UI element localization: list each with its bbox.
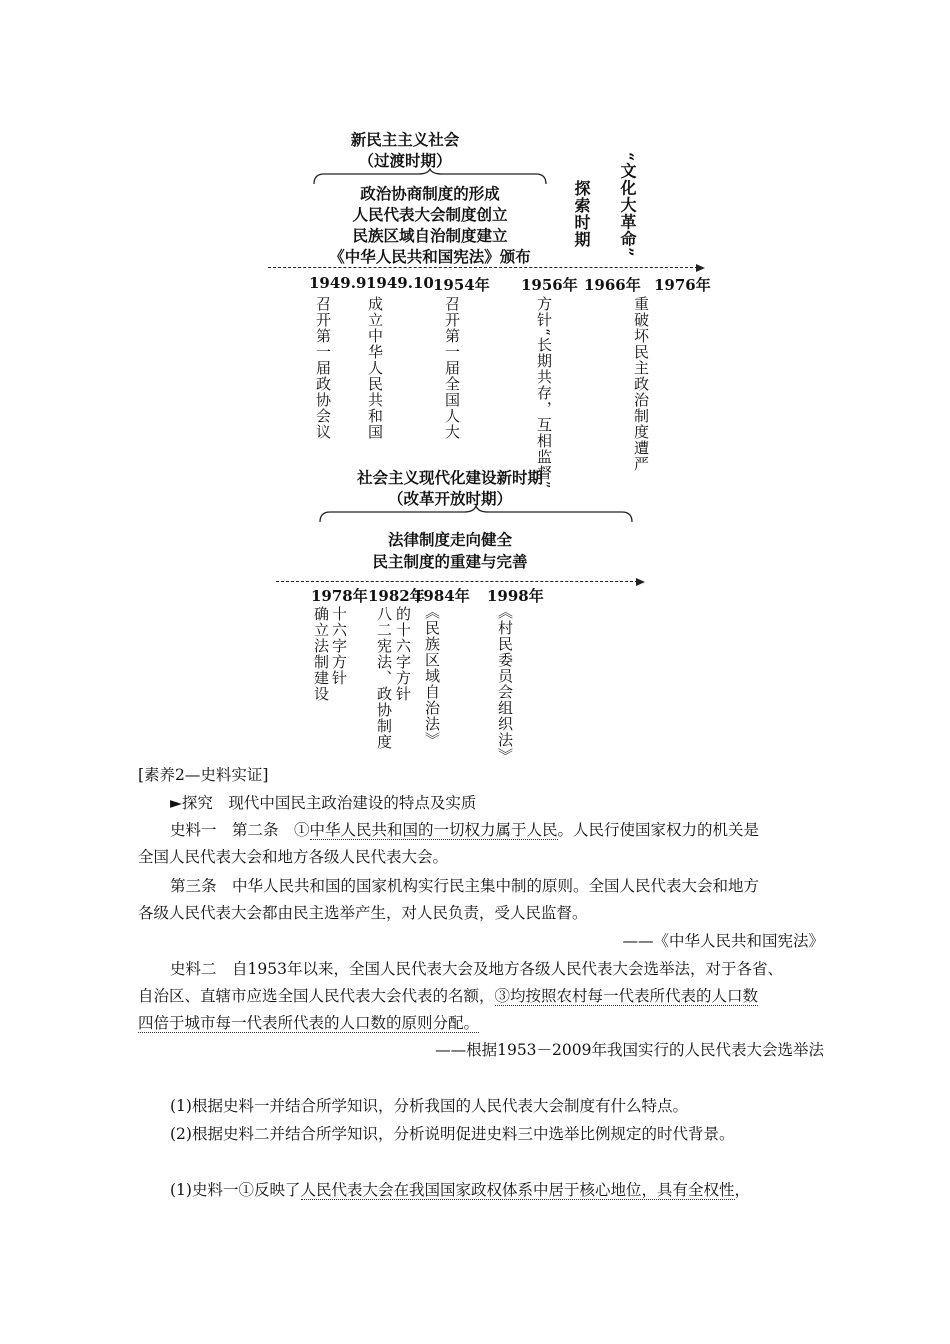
circle-number-1: ① — [294, 821, 310, 839]
material-1-line-2: 全国人民代表大会和地方各级人民代表大会。 — [138, 848, 449, 866]
year-label: 1954年 — [433, 276, 490, 294]
period-title-new-democracy: 新民主主义社会 — [350, 130, 460, 149]
event-label: 方针“长期共存，互相监督” — [535, 296, 553, 490]
event-label: 的十六字方针 — [394, 606, 412, 702]
explore-period-label: 探索时期 — [572, 180, 591, 248]
section-label: [素养2—史料实证] — [138, 766, 269, 784]
year-label: 1949.10 — [366, 274, 434, 292]
content-line: 政治协商制度的形成 — [360, 184, 500, 203]
explore-heading — [170, 791, 860, 815]
event-label: 十六字方针 — [330, 606, 348, 686]
content-line: 人民代表大会制度创立 — [352, 205, 508, 224]
question-1: (1)根据史料一并结合所学知识，分析我国的人民代表大会制度有什么特点。 — [170, 1097, 688, 1115]
question-2: (2)根据史料二并结合所学知识，分析说明促进史料三中选举比例规定的时代背景。 — [170, 1125, 735, 1143]
event-label: 重破坏民主政治制度遭严 — [632, 296, 650, 472]
underlined-text: ③均按照农村每一代表所代表的人口数 — [494, 987, 759, 1005]
year-label: 1984年 — [413, 587, 470, 605]
triangle-icon: ► — [170, 794, 182, 812]
axis-arrow-icon — [636, 578, 645, 586]
material-1-line-1: 史料一 第二条 ①中华人民共和国的一切权力属于人民。人民行使国家权力的机关是 — [170, 821, 760, 839]
event-label: 《村民委员会组织法》 — [496, 604, 514, 764]
content-line: 民主制度的重建与完善 — [372, 552, 528, 571]
material-2-line-2: 自治区、直辖市应选全国人民代表大会代表的名额，③均按照农村每一代表所代表的人口数 — [138, 987, 759, 1005]
material-1-source: ——《中华人民共和国宪法》 — [622, 932, 824, 950]
axis-arrow-icon — [696, 264, 705, 272]
year-label: 1982年 — [368, 587, 425, 605]
underlined-text: 四倍于城市每一代表所代表的人口数的原则分配。 — [138, 1014, 480, 1032]
underlined-text: 人民代表大会在我国国家政权体系中居于核心地位，具有全权性 — [300, 1181, 735, 1199]
event-label: 召开第一届政协会议 — [314, 296, 332, 440]
year-label: 1956年 — [521, 276, 578, 294]
content-line: 民族区域自治制度建立 — [352, 226, 508, 245]
year-label: 1978年 — [311, 587, 368, 605]
period-content-1 — [300, 183, 560, 267]
content-line: 《中华人民共和国宪法》颁布 — [329, 247, 531, 266]
period-content-2 — [330, 529, 570, 573]
material-2-line-1: 史料二 自1953年以来，全国人民代表大会及地方各级人民代表大会选举法，对于各省、 — [170, 960, 783, 978]
material-1-line-4: 各级人民代表大会都由民主选举产生，对人民负责，受人民监督。 — [138, 904, 588, 922]
underlined-text: 中华人民共和国的一切权力属于人民 — [309, 821, 558, 839]
event-label: 八二宪法、政协制度 — [375, 606, 393, 750]
event-label: 召开第一届全国人大 — [443, 296, 461, 440]
year-label: 1949.9 — [309, 274, 367, 292]
event-label: 《民族区域自治法》 — [423, 604, 441, 748]
event-label: 成立中华人民共和国 — [366, 296, 384, 440]
answer-1: (1)史料一①反映了人民代表大会在我国国家政权体系中居于核心地位，具有全权性， — [170, 1181, 751, 1199]
year-label: 1966年 — [584, 276, 641, 294]
explore-title: 探究 现代中国民主政治建设的特点及实质 — [181, 794, 477, 812]
circle-number-1: ① — [238, 1181, 254, 1199]
timeline-axis-2 — [276, 581, 638, 582]
period-subtitle-reform: （改革开放时期） — [387, 489, 512, 508]
material-2-source: ——根据1953－2009年我国实行的人民代表大会选举法 — [435, 1041, 824, 1059]
year-label: 1998年 — [487, 587, 544, 605]
material-2-line-3 — [138, 1011, 828, 1035]
period-title-modernization: 社会主义现代化建设新时期 — [356, 468, 543, 487]
event-label: 确立法制建设 — [312, 606, 330, 702]
brace-2 — [318, 504, 634, 526]
material-1-line-3: 第三条 中华人民共和国的国家机构实行民主集中制的原则。全国人民代表大会和地方 — [170, 877, 760, 895]
content-line: 法律制度走向健全 — [387, 530, 512, 549]
cultural-revolution-label: “文化大革命” — [618, 152, 637, 258]
timeline-axis-1 — [268, 267, 698, 268]
year-label: 1976年 — [654, 276, 711, 294]
period-subtitle-transition: （过渡时期） — [358, 151, 452, 170]
